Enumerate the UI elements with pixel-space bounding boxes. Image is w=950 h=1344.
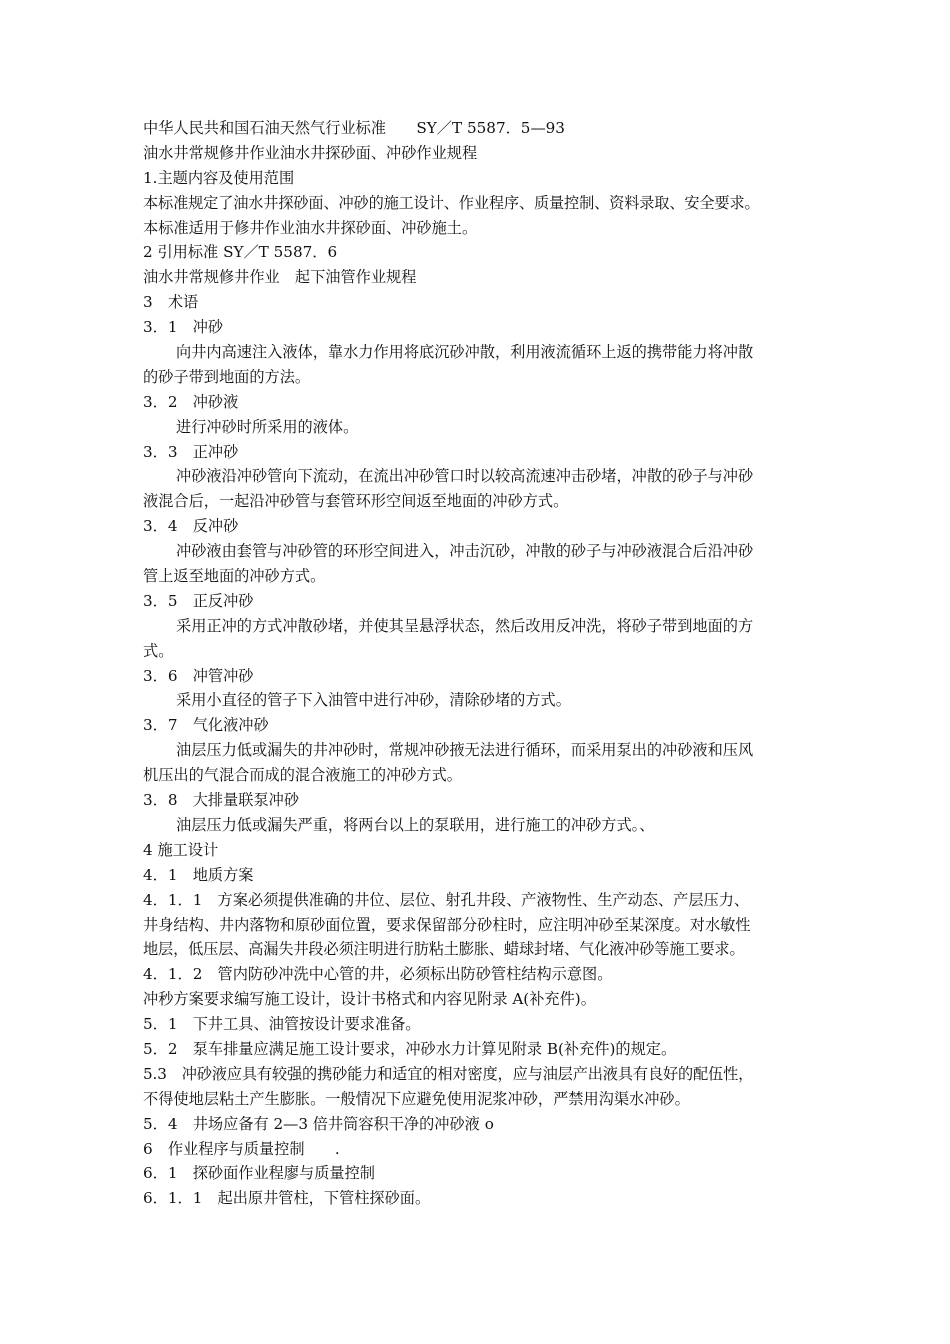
subsection-heading: 3．3 正冲砂 (143, 442, 239, 461)
standard-header: 中华人民共和国石油天然气行业标准 SY／T 5587．5—93 (143, 119, 565, 137)
paragraph-line: 5.3 冲砂液应具有较强的携砂能力和适宜的相对密度，应与油层产出液具有良好的配伍性， (143, 1064, 754, 1083)
document-title: 油水井常规修井作业油水井探砂面、冲砂作业规程 (143, 143, 478, 162)
paragraph-line: 冲秒方案要求编写施工设计，设计书格式和内容见附录 A(补充件)。 (143, 990, 596, 1009)
section-heading-6: 6 作业程序与质量控制 . (143, 1139, 340, 1158)
paragraph-line: 油水井常规修井作业 起下油管作业规程 (143, 268, 417, 287)
paragraph-line: 冲砂液沿冲砂管向下流动，在流出冲砂管口时以较高流速冲击砂堵，冲散的砂子与冲砂 (176, 467, 754, 486)
paragraph-line: 5．2 泵车排量应满足施工设计要求，冲砂水力计算见附录 B(补充件)的规定。 (143, 1039, 677, 1058)
paragraph-line: 式。 (143, 641, 174, 660)
paragraph-line: 4．1．1 方案必须提供准确的井位、层位、射孔井段、产液物性、生产动态、产层压力、 (143, 890, 750, 909)
paragraph-line: 油层压力低或漏失严重，将两台以上的泵联用，进行施工的冲砂方式。、 (176, 815, 655, 834)
paragraph-line: 6．1．1 起出原井管柱，下管柱探砂面。 (143, 1189, 431, 1208)
section-heading-3: 3 术语 (143, 293, 199, 312)
subsection-heading: 6．1 探砂面作业程廖与质量控制 (143, 1164, 375, 1183)
paragraph-line: 液混合后，一起沿冲砂管与套管环形空间返至地面的冲砂方式。 (143, 492, 569, 511)
subsection-heading: 3．5 正反冲砂 (143, 591, 254, 610)
paragraph-line: 进行冲砂时所采用的液体。 (176, 417, 359, 436)
paragraph-line: 冲砂液由套管与冲砂管的环形空间进入，冲击沉砂，冲散的砂子与冲砂液混合后沿冲砂 (176, 542, 754, 561)
subsection-heading: 3．8 大排量联泵冲砂 (143, 791, 300, 810)
paragraph-line: 油层压力低或漏失的井冲砂时，常规冲砂掖无法进行循环，而采用泵出的冲砂液和压风 (176, 741, 754, 760)
paragraph-line: 本标准规定了油水井探砂面、冲砂的施工设计、作业程序、质量控制、资料录取、安全要求。 (143, 193, 760, 212)
subsection-heading: 3．1 冲砂 (143, 318, 224, 337)
subsection-heading: 3．6 冲管冲砂 (143, 666, 254, 685)
paragraph-line: 地层，低压层、高漏失井段必须注明进行肪粘土膨胀、蜡球封堵、气化液冲砂等施工要求。 (143, 940, 745, 959)
section-heading-4: 4 施工设计 (143, 840, 219, 859)
paragraph-line: 的砂子带到地面的方法。 (143, 367, 311, 386)
paragraph-line: 本标准适用于修井作业油水井探砂面、冲砂施土。 (143, 218, 478, 237)
paragraph-line: 机压出的气混合而成的混合液施工的冲砂方式。 (143, 766, 462, 785)
paragraph-line: 采用正冲的方式冲散砂堵，并使其呈悬浮状态，然后改用反冲洗，将砂子带到地面的方 (176, 616, 754, 635)
subsection-heading: 4．1 地质方案 (143, 865, 254, 884)
section-heading-2: 2 引用标准 SY／T 5587．6 (143, 243, 338, 262)
subsection-heading: 3．7 气化液冲砂 (143, 716, 269, 735)
paragraph-line: 向井内高速注入液体，靠水力作用将底沉砂冲散，利用液流循环上返的携带能力将冲散 (176, 343, 754, 362)
section-heading-1: 1.主题内容及使用范围 (143, 168, 295, 187)
subsection-heading: 3．4 反冲砂 (143, 517, 239, 536)
paragraph-line: 井身结构、井内落物和原砂面位置，要求保留部分砂柱时，应注明冲砂至某深度。对水敏性 (143, 915, 751, 934)
subsection-heading: 3．2 冲砂液 (143, 392, 239, 411)
paragraph-line: 5．1 下井工具、油管按设计要求准备。 (143, 1015, 421, 1034)
paragraph-line: 管上返至地面的冲砂方式。 (143, 567, 326, 586)
paragraph-line: 采用小直径的管子下入油管中进行冲砂，清除砂堵的方式。 (176, 691, 571, 710)
paragraph-line: 不得使地层粘土产生膨胀。一般情况下应避免使用泥浆冲砂，严禁用沟渠水冲砂。 (143, 1089, 690, 1108)
paragraph-line: 5．4 井场应备有 2—3 倍井筒容积干净的冲砂液 o (143, 1114, 494, 1133)
paragraph-line: 4．1．2 管内防砂冲洗中心管的井，必须标出防砂管柱结构示意图。 (143, 965, 613, 984)
